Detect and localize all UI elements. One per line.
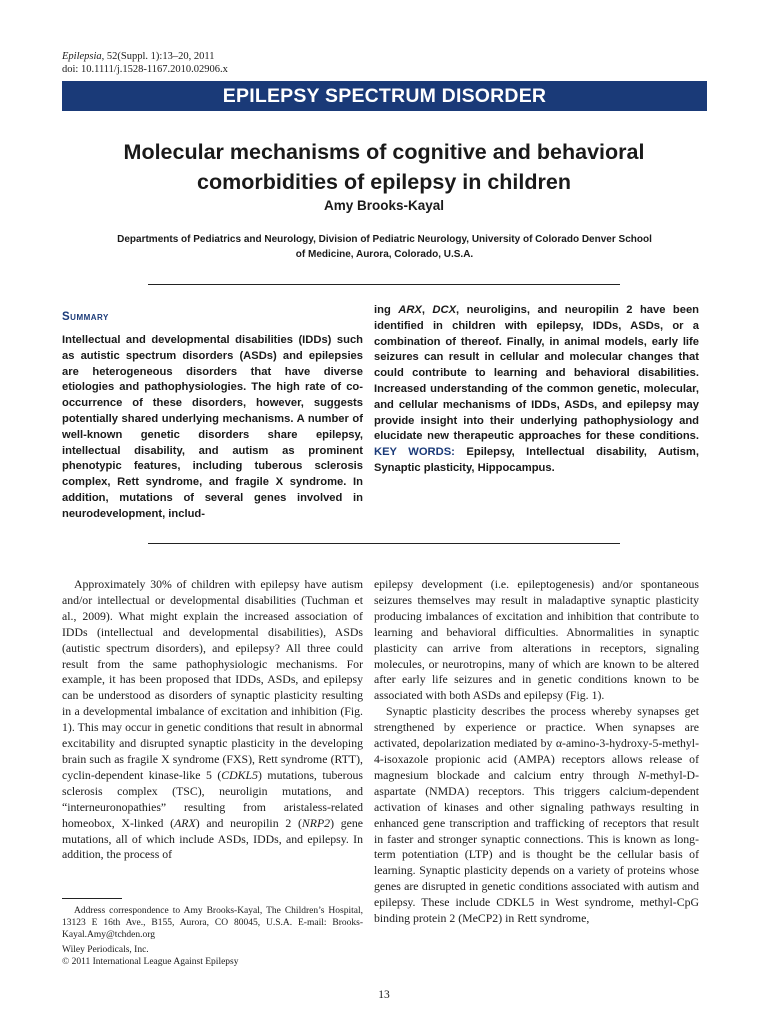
citation-block [62,50,228,76]
keywords-label: KEY WORDS: [374,446,455,459]
gene-arx: ARX [398,304,422,316]
summary-text: , neuroligins, and neuropilin 2 have been identified in children with epilepsy, IDDs, ASDs, or a combination of thereof. Finally, in animal models, early life seizures can result in cellular and molecular changes that could contribute to learning and behavioral disabilities. Increased understanding of the common genetic, molecular, and cellular mechanisms of IDDs, ASDs, and epilepsy may provide insight into their underlying pathophysiology and elucidate new therapeutic approaches for these conditions. [374,304,700,443]
summary-left-column: Intellectual and developmental disabilities (IDDs) such as autistic spectrum disorders (ASDs) and epilepsies are heterogeneous disorders that have diverse etiologies and pathophysiologies. The high rate of co-occurrence of these disorders, however, suggests potentially shared underlying mechanisms. A number of well-known genetic disorders share epilepsy, intellectual disability, and autism as prominent phenotypic features, including tuberous sclerosis complex, Rett syndrome, and fragile X syndrome. In addition, mutations of several genes involved in neurodevelopment, includ- [62,334,363,520]
affiliation [62,233,707,262]
summary-text: ing [374,304,399,316]
publisher: Wiley Periodicals, Inc. [62,945,149,955]
affiliation-line-1: Departments of Pediatrics and Neurology, Division of Pediatric Neurology, University of Colorado Denver School [117,234,652,245]
summary-heading: Summary [62,311,109,323]
page-number: 13 [378,989,390,1001]
gene-cdkl5: CDKL5 [221,767,258,782]
gene-nrp2: NRP2 [301,815,331,830]
author-name: Amy Brooks-Kayal [323,198,445,213]
footnote-divider [62,898,122,899]
body-paragraph [374,704,699,927]
body-text: -aspartate (NMDA) receptors. This triggers calcium-dependent activation of kinases and other signaling pathways resulting in enhanced gene transcription and trafficking of receptors that result in faster and stronger synaptic connections. This is known as long-term potentiation (LTP) and is thought be the cellular basis of learning. Synaptic plasticity depends on a variety of proteins whose genes are disrupted in genetic conditions associated with autism and epilepsy. These include CDKL5 in West syndrome, methyl-CpG binding protein 2 (MeCP2) in Rett syndrome, [374,767,699,926]
publisher-block [62,944,239,968]
summary-text: , [421,304,433,316]
body-text: Synaptic plasticity describes the process whereby synapses get strengthened by experience or practice. When synapses are activated, depolarization mediated by α-amino-3-hydroxy-5-methyl-4-isoxazole propionic acid (AMPA) receptors allows release of magnesium blockade and calcium entry through [374,704,699,782]
journal-name: Epilepsia [62,51,102,62]
body-paragraph [62,577,363,863]
title-line-1: Molecular mechanisms of cognitive and behavioral [123,140,645,164]
correspondence-footnote [62,905,363,942]
body-text: ) gene mutations, all of which include ASDs, IDDs, and epilepsy. In addition, the process of [62,815,364,862]
italic-n: N [638,767,646,782]
copyright: © 2011 International League Against Epilepsy [62,957,239,968]
body-right-column [374,577,699,927]
body-text: Approximately 30% of children with epilepsy have autism and/or intellectual or developmental disabilities (Tuchman et al., 2009). What might explain the increased association of IDDs (intellectual and developmental disabilities), ASDs (autistic spectrum disorders), and epilepsy? All three could result from the same pathophysiologic mechanisms. For example, it has been proposed that IDDs, ASDs, and epilepsy can be understood as disorders of synaptic plasticity resulting in a developmental imbalance of excitation and inhibition (Fig. 1). This may occur in genetic conditions that result in abnormal excitability and disrupted synaptic plasticity in the developing brain such as fragile X syndrome (FXS), Rett syndrome (RTT), cyclin-dependent kinase-like 5 ( [62,577,363,782]
doi: doi: 10.1111/j.1528-1167.2010.02906.x [62,64,228,75]
body-text: ) mutations, tuberous sclerosis complex (TSC), neuroligin mutations, and “interneuronopathies” resulting from aristaless-related homeobox, X-linked ( [62,767,363,830]
body-paragraph: epilepsy development (i.e. epileptogenesis) and/or spontaneous seizures themselves may result in maladaptive synaptic plasticity producing imbalances of excitation and inhibition that contribute to learning and behavioral difficulties. Abnormalities in synaptic plasticity can arrive from alterations in receptors, signaling molecules, or neurotropins, many of which are known to be altered after early life seizures and in genetic conditions known to be associated with both ASDs and epilepsy (Fig. 1). [374,577,699,703]
keywords-list: Epilepsy, Intellectual disability, Autism, Synaptic plasticity, Hippocampus. [374,446,699,474]
divider-middle [148,543,620,544]
body-text: -methyl- [645,767,687,782]
gene-dcx: DCX [432,304,457,316]
summary-right-column [374,303,699,477]
section-banner: EPILEPSY SPECTRUM DISORDER [62,81,707,111]
small-caps-d: D [686,767,696,782]
affiliation-line-2: of Medicine, Aurora, Colorado, U.S.A. [295,248,474,260]
citation-volume: , 52(Suppl. 1):13–20, 2011 [101,51,215,62]
journal-citation [62,50,228,63]
gene-arx: ARX [174,815,196,830]
body-left-column [62,577,363,863]
title-line-2: comorbidities of epilepsy in children [197,170,571,194]
article-title [40,137,728,197]
divider-top [148,284,620,285]
body-text: ) and neuropilin 2 ( [195,815,302,830]
footnote-text: Address correspondence to Amy Brooks-Kayal, The Children’s Hospital, 13123 E 16th Ave., B155, Aurora, CO 80045, U.S.A. E-mail: Brooks-Kayal.Amy@tchden.org [62,906,363,941]
